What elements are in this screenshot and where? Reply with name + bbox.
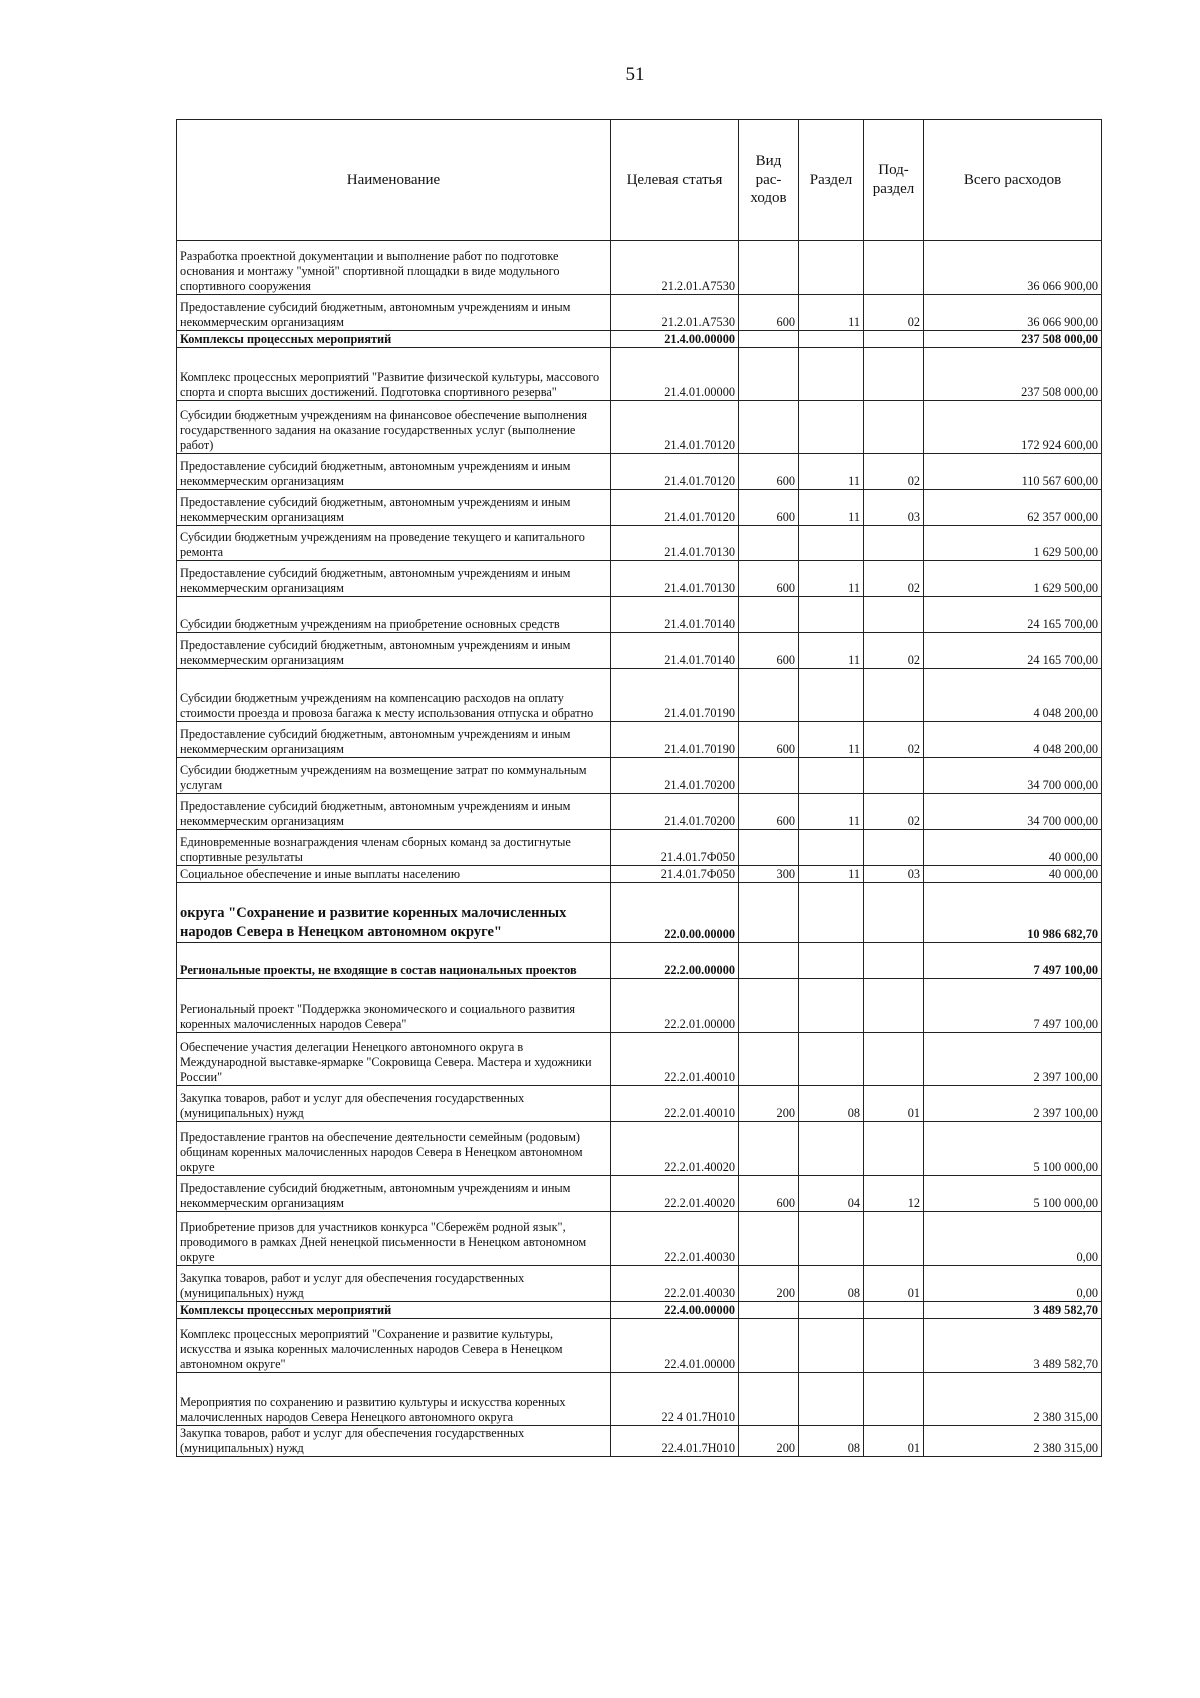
- row-target-article: 21.2.01.A7530: [611, 295, 739, 331]
- row-total: 172 924 600,00: [924, 401, 1102, 454]
- row-total: 36 066 900,00: [924, 295, 1102, 331]
- table-row: [177, 1086, 1102, 1122]
- table-row: [177, 1212, 1102, 1266]
- table-row: [177, 1122, 1102, 1176]
- row-name: Комплексы процессных мероприятий: [177, 331, 611, 348]
- row-name: Субсидии бюджетным учреждениям на компенсацию расходов на оплату стоимости проезда и провоза багажа к месту использования отпуска и обратно: [177, 669, 611, 722]
- row-section: [799, 1122, 864, 1176]
- row-target-article: 21.4.01.70120: [611, 401, 739, 454]
- row-target-article: 21.4.01.00000: [611, 348, 739, 401]
- row-total: 5 100 000,00: [924, 1122, 1102, 1176]
- row-target-article: 21.4.01.70140: [611, 633, 739, 669]
- row-expense-type: 600: [739, 295, 799, 331]
- row-expense-type: 600: [739, 454, 799, 490]
- row-section: [799, 830, 864, 866]
- row-name: Закупка товаров, работ и услуг для обеспечения государственных (муниципальных) нужд: [177, 1086, 611, 1122]
- page-number: 51: [625, 64, 645, 85]
- row-total: 237 508 000,00: [924, 348, 1102, 401]
- row-expense-type: 600: [739, 633, 799, 669]
- row-expense-type: [739, 597, 799, 633]
- table-row: [177, 979, 1102, 1033]
- row-expense-type: 600: [739, 561, 799, 597]
- row-subsection: [864, 331, 924, 348]
- table-row: [177, 669, 1102, 722]
- row-section: 08: [799, 1426, 864, 1457]
- row-total: 2 397 100,00: [924, 1086, 1102, 1122]
- row-subsection: [864, 883, 924, 943]
- row-subsection: 02: [864, 722, 924, 758]
- table-row: [177, 1302, 1102, 1319]
- row-subsection: [864, 1122, 924, 1176]
- row-expense-type: [739, 883, 799, 943]
- row-expense-type: 600: [739, 722, 799, 758]
- header-subsection: Под- раздел: [864, 120, 924, 241]
- row-name: Предоставление грантов на обеспечение деятельности семейным (родовым) общинам коренных малочисленных народов Севера в Ненецком автономном округе: [177, 1122, 611, 1176]
- row-target-article: 21.4.01.70200: [611, 794, 739, 830]
- row-name: Предоставление субсидий бюджетным, автономным учреждениям и иным некоммерческим организациям: [177, 633, 611, 669]
- row-total: 40 000,00: [924, 830, 1102, 866]
- row-total: 24 165 700,00: [924, 597, 1102, 633]
- row-section: [799, 1033, 864, 1086]
- row-subsection: [864, 758, 924, 794]
- row-name: Предоставление субсидий бюджетным, автономным учреждениям и иным некоммерческим организациям: [177, 295, 611, 331]
- row-name: Субсидии бюджетным учреждениям на возмещение затрат по коммунальным услугам: [177, 758, 611, 794]
- row-expense-type: [739, 1319, 799, 1373]
- row-target-article: 22.2.01.40030: [611, 1212, 739, 1266]
- row-total: 237 508 000,00: [924, 331, 1102, 348]
- row-name: Комплексы процессных мероприятий: [177, 1302, 611, 1319]
- table-row: [177, 866, 1102, 883]
- row-expense-type: [739, 830, 799, 866]
- row-expense-type: [739, 669, 799, 722]
- table-row: [177, 526, 1102, 561]
- row-total: 0,00: [924, 1266, 1102, 1302]
- row-expense-type: 600: [739, 1176, 799, 1212]
- row-section: 08: [799, 1086, 864, 1122]
- row-expense-type: [739, 1373, 799, 1426]
- row-name: Предоставление субсидий бюджетным, автономным учреждениям и иным некоммерческим организациям: [177, 722, 611, 758]
- row-name: Комплекс процессных мероприятий "Сохранение и развитие культуры, искусства и языка коренных малочисленных народов Севера в Ненецком автономном округе": [177, 1319, 611, 1373]
- row-section: [799, 883, 864, 943]
- row-subsection: 02: [864, 454, 924, 490]
- row-expense-type: [739, 1033, 799, 1086]
- row-total: 110 567 600,00: [924, 454, 1102, 490]
- row-target-article: 22.0.00.00000: [611, 883, 739, 943]
- row-total: 0,00: [924, 1212, 1102, 1266]
- row-section: [799, 943, 864, 979]
- header-section: Раздел: [799, 120, 864, 241]
- row-target-article: 22.2.01.40010: [611, 1033, 739, 1086]
- row-target-article: 22.4.00.00000: [611, 1302, 739, 1319]
- row-subsection: 01: [864, 1426, 924, 1457]
- header-expense-type: Вид рас- ходов: [739, 120, 799, 241]
- row-total: 7 497 100,00: [924, 943, 1102, 979]
- row-section: 11: [799, 794, 864, 830]
- row-total: 4 048 200,00: [924, 669, 1102, 722]
- table-row: [177, 1033, 1102, 1086]
- row-expense-type: [739, 401, 799, 454]
- table-row: [177, 943, 1102, 979]
- row-name: Региональный проект "Поддержка экономического и социального развития коренных малочисленных народов Севера": [177, 979, 611, 1033]
- row-expense-type: [739, 943, 799, 979]
- row-expense-type: [739, 1212, 799, 1266]
- row-total: 1 629 500,00: [924, 526, 1102, 561]
- row-section: [799, 331, 864, 348]
- row-expense-type: 300: [739, 866, 799, 883]
- row-name: Предоставление субсидий бюджетным, автономным учреждениям и иным некоммерческим организациям: [177, 454, 611, 490]
- row-name: Единовременные вознаграждения членам сборных команд за достигнутые спортивные результаты: [177, 830, 611, 866]
- row-section: [799, 597, 864, 633]
- row-target-article: 22.2.01.40020: [611, 1122, 739, 1176]
- table-row: [177, 401, 1102, 454]
- row-expense-type: 600: [739, 490, 799, 526]
- row-section: [799, 241, 864, 295]
- row-total: 2 380 315,00: [924, 1426, 1102, 1457]
- row-name: Предоставление субсидий бюджетным, автономным учреждениям и иным некоммерческим организациям: [177, 561, 611, 597]
- row-subsection: 02: [864, 561, 924, 597]
- row-subsection: 01: [864, 1266, 924, 1302]
- row-section: 11: [799, 866, 864, 883]
- row-subsection: [864, 669, 924, 722]
- table-row: [177, 633, 1102, 669]
- row-total: 7 497 100,00: [924, 979, 1102, 1033]
- row-expense-type: [739, 1302, 799, 1319]
- table-row: [177, 1266, 1102, 1302]
- row-expense-type: [739, 348, 799, 401]
- row-total: 62 357 000,00: [924, 490, 1102, 526]
- row-section: [799, 401, 864, 454]
- row-subsection: 02: [864, 295, 924, 331]
- row-total: 34 700 000,00: [924, 758, 1102, 794]
- row-section: 08: [799, 1266, 864, 1302]
- table-row: [177, 1319, 1102, 1373]
- row-target-article: 21.4.01.7Ф050: [611, 830, 739, 866]
- row-section: [799, 348, 864, 401]
- row-target-article: 21.4.01.70120: [611, 454, 739, 490]
- row-target-article: 21.4.01.70200: [611, 758, 739, 794]
- row-target-article: 21.4.01.70140: [611, 597, 739, 633]
- row-subsection: [864, 401, 924, 454]
- row-section: [799, 1302, 864, 1319]
- row-target-article: 22.4.01.00000: [611, 1319, 739, 1373]
- row-name: Социальное обеспечение и иные выплаты населению: [177, 866, 611, 883]
- row-subsection: 02: [864, 794, 924, 830]
- row-section: [799, 1319, 864, 1373]
- row-total: 2 397 100,00: [924, 1033, 1102, 1086]
- row-name: Обеспечение участия делегации Ненецкого автономного округа в Международной выставке-ярмарке "Сокровища Севера. Мастера и художники России": [177, 1033, 611, 1086]
- row-expense-type: 200: [739, 1266, 799, 1302]
- row-section: [799, 1373, 864, 1426]
- row-subsection: 01: [864, 1086, 924, 1122]
- table-row: [177, 490, 1102, 526]
- row-total: 5 100 000,00: [924, 1176, 1102, 1212]
- row-subsection: [864, 1373, 924, 1426]
- row-target-article: 21.2.01.A7530: [611, 241, 739, 295]
- row-name: Региональные проекты, не входящие в состав национальных проектов: [177, 943, 611, 979]
- row-subsection: [864, 1319, 924, 1373]
- table-row: [177, 1426, 1102, 1457]
- row-section: 11: [799, 454, 864, 490]
- row-section: 11: [799, 722, 864, 758]
- row-subsection: [864, 241, 924, 295]
- row-expense-type: 200: [739, 1426, 799, 1457]
- row-target-article: 22 4 01.7Н010: [611, 1373, 739, 1426]
- row-subsection: [864, 830, 924, 866]
- row-target-article: 21.4.01.70120: [611, 490, 739, 526]
- row-name: округа "Сохранение и развитие коренных малочисленных народов Севера в Ненецком автономном округе": [177, 883, 611, 943]
- table-row: [177, 295, 1102, 331]
- row-subsection: 03: [864, 490, 924, 526]
- row-target-article: 21.4.01.70130: [611, 561, 739, 597]
- table-row: [177, 454, 1102, 490]
- table-row: [177, 722, 1102, 758]
- row-subsection: [864, 348, 924, 401]
- row-target-article: 22.2.01.40010: [611, 1086, 739, 1122]
- row-subsection: [864, 1302, 924, 1319]
- row-section: 04: [799, 1176, 864, 1212]
- table-header-row: [177, 120, 1102, 241]
- table-body: [177, 241, 1102, 1457]
- row-section: [799, 979, 864, 1033]
- row-name: Предоставление субсидий бюджетным, автономным учреждениям и иным некоммерческим организациям: [177, 490, 611, 526]
- row-section: [799, 1212, 864, 1266]
- row-name: Предоставление субсидий бюджетным, автономным учреждениям и иным некоммерческим организациям: [177, 1176, 611, 1212]
- table-row: [177, 597, 1102, 633]
- row-subsection: [864, 597, 924, 633]
- row-name: Разработка проектной документации и выполнение работ по подготовке основания и монтажу "умной" спортивной площадки в виде модульного спортивного сооружения: [177, 241, 611, 295]
- row-target-article: 22.2.01.40030: [611, 1266, 739, 1302]
- row-expense-type: [739, 241, 799, 295]
- row-total: 34 700 000,00: [924, 794, 1102, 830]
- row-target-article: 22.4.01.7Н010: [611, 1426, 739, 1457]
- row-target-article: 21.4.01.70190: [611, 669, 739, 722]
- row-subsection: [864, 526, 924, 561]
- row-section: 11: [799, 633, 864, 669]
- row-subsection: [864, 1033, 924, 1086]
- table-row: [177, 830, 1102, 866]
- row-total: 3 489 582,70: [924, 1302, 1102, 1319]
- row-expense-type: 200: [739, 1086, 799, 1122]
- table-row: [177, 758, 1102, 794]
- row-target-article: 22.2.00.00000: [611, 943, 739, 979]
- row-expense-type: [739, 979, 799, 1033]
- table-row: [177, 348, 1102, 401]
- row-subsection: 12: [864, 1176, 924, 1212]
- row-total: 4 048 200,00: [924, 722, 1102, 758]
- table-row: [177, 1176, 1102, 1212]
- row-name: Комплекс процессных мероприятий "Развитие физической культуры, массового спорта и спорта высших достижений. Подготовка спортивного резерва": [177, 348, 611, 401]
- row-name: Закупка товаров, работ и услуг для обеспечения государственных (муниципальных) нужд: [177, 1266, 611, 1302]
- row-total: 40 000,00: [924, 866, 1102, 883]
- row-section: [799, 526, 864, 561]
- row-expense-type: [739, 331, 799, 348]
- row-expense-type: [739, 526, 799, 561]
- table-row: [177, 241, 1102, 295]
- table-row: [177, 331, 1102, 348]
- row-section: [799, 758, 864, 794]
- row-name: Мероприятия по сохранению и развитию культуры и искусства коренных малочисленных народов Севера Ненецкого автономного округа: [177, 1373, 611, 1426]
- row-total: 10 986 682,70: [924, 883, 1102, 943]
- row-target-article: 21.4.01.70190: [611, 722, 739, 758]
- row-expense-type: 600: [739, 794, 799, 830]
- row-subsection: [864, 979, 924, 1033]
- row-total: 24 165 700,00: [924, 633, 1102, 669]
- row-name: Субсидии бюджетным учреждениям на финансовое обеспечение выполнения государственного задания на оказание государственных услуг (выполнение работ): [177, 401, 611, 454]
- row-section: 11: [799, 295, 864, 331]
- row-target-article: 21.4.01.70130: [611, 526, 739, 561]
- table-row: [177, 561, 1102, 597]
- row-total: 3 489 582,70: [924, 1319, 1102, 1373]
- row-total: 36 066 900,00: [924, 241, 1102, 295]
- header-total: Всего расходов: [924, 120, 1102, 241]
- header-name: Наименование: [177, 120, 611, 241]
- row-section: 11: [799, 490, 864, 526]
- row-target-article: 21.4.00.00000: [611, 331, 739, 348]
- row-section: [799, 669, 864, 722]
- row-name: Субсидии бюджетным учреждениям на проведение текущего и капитального ремонта: [177, 526, 611, 561]
- row-total: 2 380 315,00: [924, 1373, 1102, 1426]
- row-subsection: [864, 1212, 924, 1266]
- header-target-article: Целевая статья: [611, 120, 739, 241]
- row-target-article: 22.2.01.40020: [611, 1176, 739, 1212]
- row-expense-type: [739, 1122, 799, 1176]
- row-name: Приобретение призов для участников конкурса "Сбережём родной язык", проводимого в рамках Дней ненецкой письменности в Ненецком автономном округе: [177, 1212, 611, 1266]
- budget-table: [176, 119, 1102, 1457]
- row-section: 11: [799, 561, 864, 597]
- row-name: Предоставление субсидий бюджетным, автономным учреждениям и иным некоммерческим организациям: [177, 794, 611, 830]
- row-target-article: 22.2.01.00000: [611, 979, 739, 1033]
- table-row: [177, 794, 1102, 830]
- table-row: [177, 1373, 1102, 1426]
- row-subsection: 02: [864, 633, 924, 669]
- row-total: 1 629 500,00: [924, 561, 1102, 597]
- row-subsection: [864, 943, 924, 979]
- row-subsection: 03: [864, 866, 924, 883]
- row-name: Субсидии бюджетным учреждениям на приобретение основных средств: [177, 597, 611, 633]
- table-row: [177, 883, 1102, 943]
- row-target-article: 21.4.01.7Ф050: [611, 866, 739, 883]
- row-expense-type: [739, 758, 799, 794]
- row-name: Закупка товаров, работ и услуг для обеспечения государственных (муниципальных) нужд: [177, 1426, 611, 1457]
